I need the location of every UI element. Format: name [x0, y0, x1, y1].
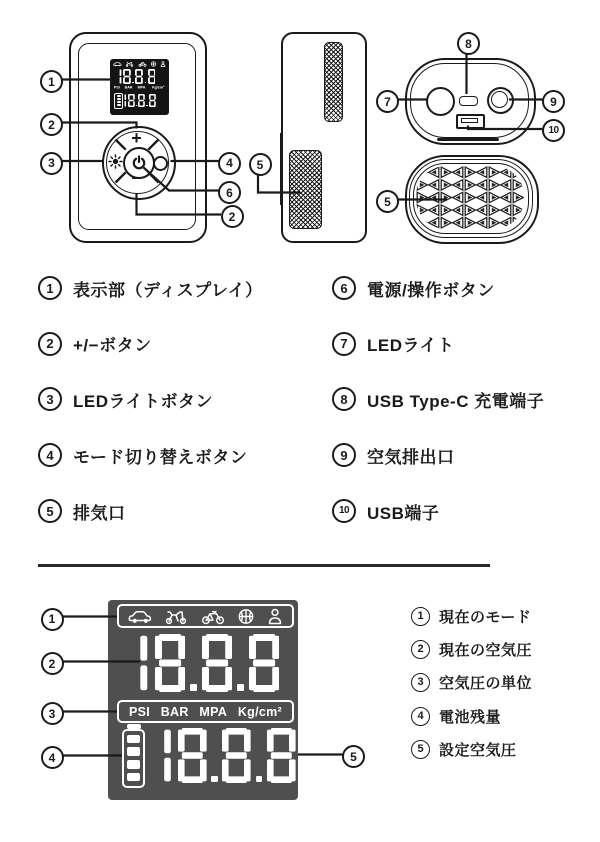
legend-label: 電池残量 — [439, 708, 502, 726]
item-number-circle: 10 — [332, 499, 356, 523]
minus-button: − — [131, 167, 142, 188]
led-light — [426, 87, 455, 116]
mini-unit-kgcm: Kg/cm² — [151, 86, 164, 90]
item-number-circle: 4 — [38, 443, 62, 467]
item-number-circle: 5 — [411, 740, 430, 759]
scooter-icon — [125, 61, 134, 67]
item-number-circle: 8 — [332, 387, 356, 411]
item-label: 表示部（ディスプレイ） — [73, 280, 263, 300]
item-number-circle: 3 — [411, 673, 430, 692]
mini-current-pressure — [119, 69, 155, 84]
item-label: +/−ボタン — [73, 336, 152, 355]
item-number-circle: 3 — [38, 387, 62, 411]
callout-1-display: 1 — [40, 70, 63, 93]
usb-a-port — [456, 114, 485, 129]
callout-3-unit: 3 — [41, 702, 64, 725]
parts-list-item-2 — [38, 333, 152, 355]
parts-list-item-7 — [332, 333, 455, 355]
parts-list-item-10 — [332, 500, 439, 522]
top-view-base — [437, 138, 499, 142]
unit-psi: PSI — [129, 704, 151, 719]
legend-label: 現在のモード — [439, 608, 532, 626]
item-number-circle: 1 — [411, 607, 430, 626]
circle-icon — [153, 156, 168, 171]
side-vent-top — [324, 42, 343, 122]
item-label: LEDライト — [367, 336, 455, 355]
mini-unit-bar: BAR — [124, 86, 133, 90]
unit-bar: BAR — [160, 704, 189, 719]
callout-8-usbc: 8 — [457, 32, 480, 55]
item-number-circle: 5 — [38, 499, 62, 523]
mini-battery-icon — [114, 93, 123, 109]
item-number-circle: 9 — [332, 443, 356, 467]
car-icon — [128, 608, 152, 625]
bottom-grille — [416, 166, 524, 229]
person-icon — [267, 608, 283, 625]
callout-5-exhaust: 5 — [249, 153, 272, 176]
parts-list-item-1 — [38, 277, 263, 299]
section-divider — [38, 564, 490, 567]
unit-row — [117, 700, 294, 723]
legend-label: 空気圧の単位 — [439, 675, 533, 692]
person-icon — [160, 61, 166, 67]
current-pressure-digits — [138, 634, 279, 692]
parts-list-item-8 — [332, 388, 544, 410]
bicycle-icon — [201, 608, 225, 625]
lcd-legend-2 — [411, 640, 532, 658]
scooter-icon — [164, 608, 188, 625]
legend-label: 現在の空気圧 — [439, 641, 533, 659]
mini-unit-psi: PSI — [113, 86, 120, 90]
sun-icon — [108, 154, 123, 169]
unit-kgcm: Kg/cm² — [237, 704, 282, 719]
item-number-circle: 2 — [411, 640, 430, 659]
grille-triangle-pattern — [416, 166, 524, 229]
mini-mode-icon-row — [113, 61, 166, 67]
air-outlet-inner — [491, 91, 508, 108]
callout-5-set-pressure: 5 — [342, 745, 365, 768]
parts-list-item-4 — [38, 444, 247, 466]
device-display — [110, 59, 169, 115]
parts-list-item-9 — [332, 444, 455, 466]
ball-icon — [150, 61, 157, 67]
lcd-legend-3 — [411, 674, 532, 692]
item-number-circle: 6 — [332, 276, 356, 300]
battery-icon — [122, 729, 145, 788]
item-number-circle: 4 — [411, 707, 430, 726]
callout-3-led-button: 3 — [40, 152, 63, 175]
callout-10-usb: 10 — [542, 119, 565, 142]
usb-a-tongue — [461, 118, 478, 123]
callout-2-current-pressure: 2 — [41, 652, 64, 675]
exhaust-vent — [289, 150, 322, 229]
callout-2-minus: 2 — [221, 205, 244, 228]
lcd-legend-4 — [411, 707, 501, 725]
mini-set-pressure — [124, 94, 156, 107]
item-label: モード切り替えボタン — [73, 447, 248, 467]
item-label: USB端子 — [367, 503, 440, 523]
ball-icon — [237, 608, 255, 625]
mini-unit-row — [112, 85, 167, 91]
item-label: 空気排出口 — [367, 447, 455, 467]
power-icon — [131, 155, 147, 171]
plus-button: + — [131, 128, 142, 148]
callout-9-air-outlet: 9 — [542, 90, 565, 113]
parts-list-item-3 — [38, 388, 213, 410]
callout-6-power: 6 — [218, 181, 241, 204]
parts-list-item-5 — [38, 500, 126, 522]
power-button — [123, 147, 155, 179]
legend-label: 設定空気圧 — [439, 741, 517, 759]
callout-4-mode-button: 4 — [218, 152, 241, 175]
parts-list-item-6 — [332, 277, 495, 299]
item-number-circle: 7 — [332, 332, 356, 356]
callout-5-bottom-grille: 5 — [376, 190, 399, 213]
mode-icon-row — [117, 604, 294, 628]
bicycle-icon — [138, 61, 147, 67]
callout-7-led-light: 7 — [376, 90, 399, 113]
item-number-circle: 2 — [38, 332, 62, 356]
lcd-legend-1 — [411, 607, 531, 625]
usb-c-port — [459, 96, 478, 106]
unit-mpa: MPA — [199, 704, 228, 719]
callout-4-battery: 4 — [41, 746, 64, 769]
item-label: LEDライトボタン — [73, 391, 213, 411]
set-pressure-digits — [162, 728, 296, 783]
lcd-legend-5 — [411, 740, 517, 758]
mini-unit-mpa: MPA — [137, 86, 145, 90]
item-number-circle: 1 — [38, 276, 62, 300]
side-seam — [280, 133, 283, 205]
display-diagram — [108, 600, 298, 800]
callout-2-plus: 2 — [40, 113, 63, 136]
callout-1-mode: 1 — [41, 608, 64, 631]
item-label: USB Type-C 充電端子 — [367, 391, 545, 411]
car-icon — [113, 61, 122, 67]
item-label: 電源/操作ボタン — [367, 280, 495, 300]
item-label: 排気口 — [73, 503, 126, 523]
